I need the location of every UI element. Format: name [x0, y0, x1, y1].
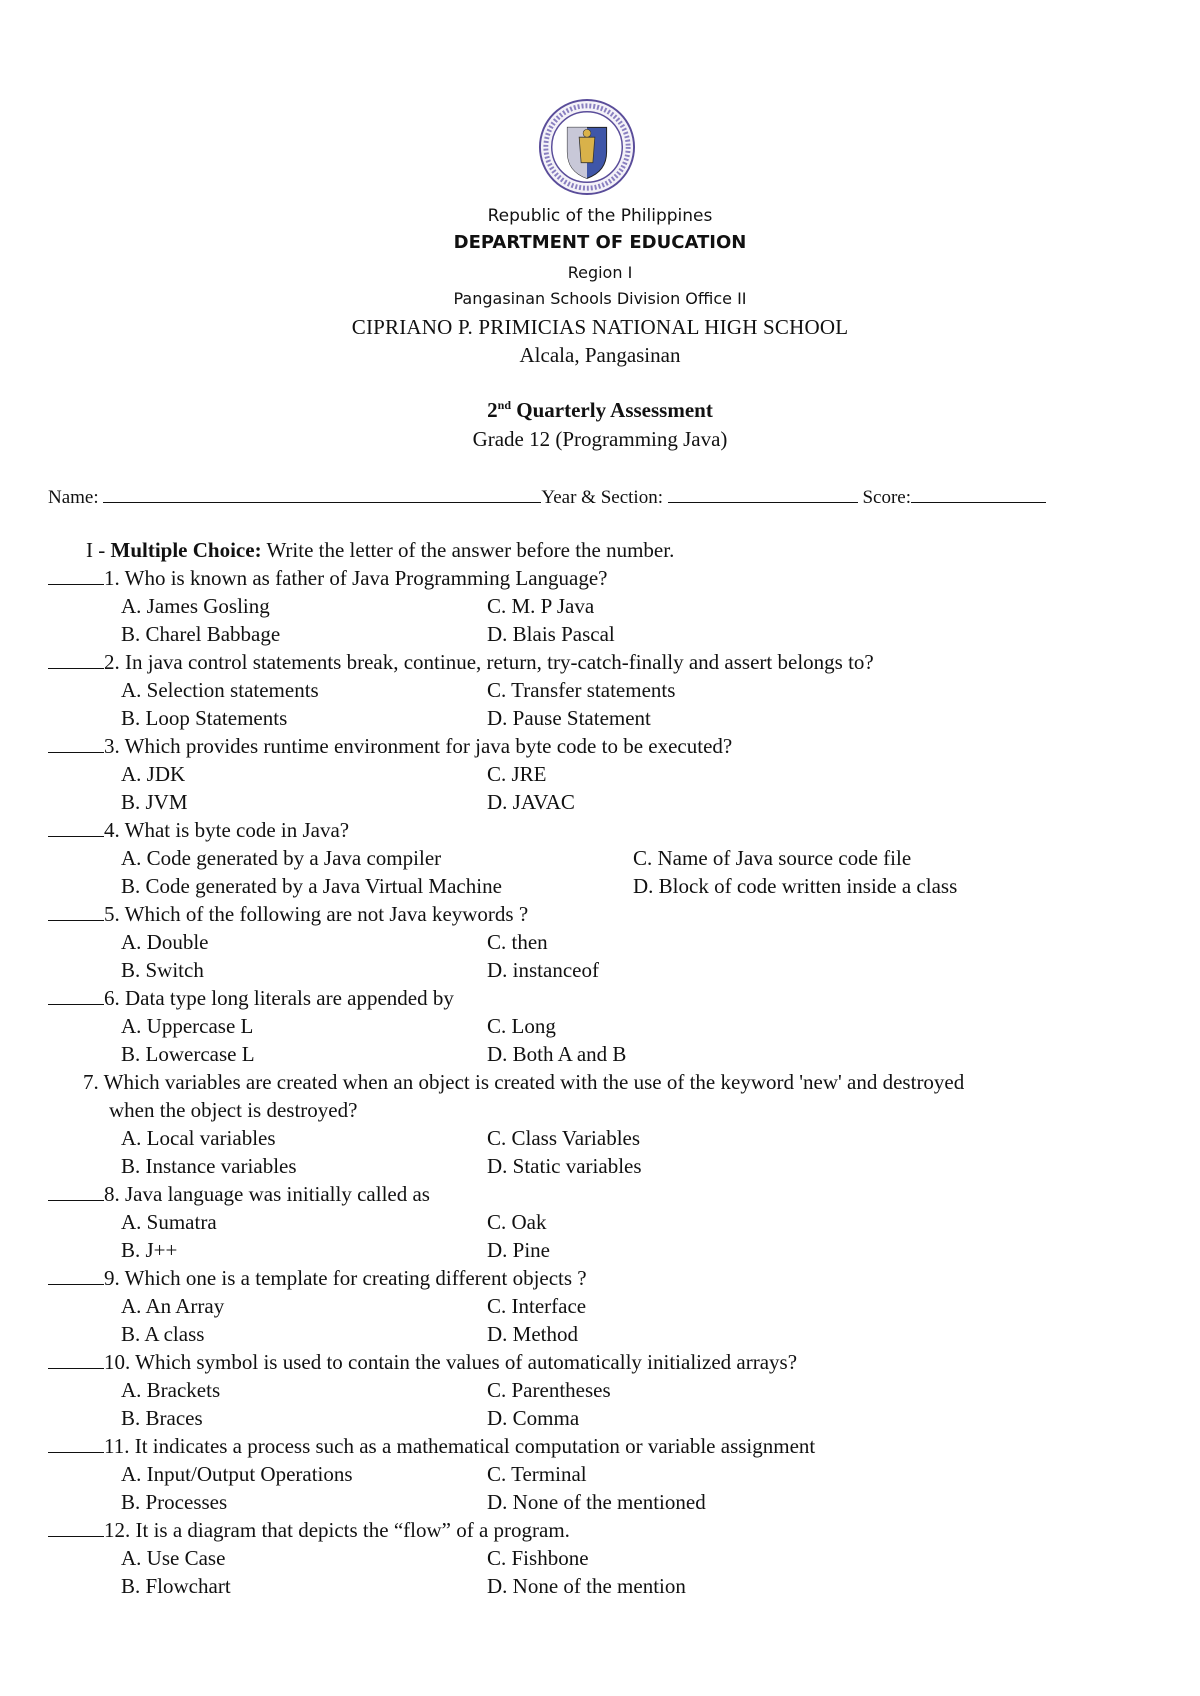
option-d: D. Method: [487, 1322, 578, 1346]
name-label: Name:: [48, 487, 99, 508]
option-a: A. JDK: [121, 762, 186, 786]
question-stem: [48, 650, 874, 675]
question-stem: [48, 566, 607, 591]
section-instruction: Write the letter of the answer before the number.: [266, 538, 675, 562]
option-c: C. Terminal: [487, 1462, 587, 1486]
question-stem: [48, 1434, 815, 1459]
question-stem: [48, 818, 349, 843]
option-c: C. M. P Java: [487, 594, 595, 618]
answer-blank[interactable]: [48, 1182, 104, 1201]
option-a: A. Selection statements: [121, 678, 319, 702]
option-d: D. Comma: [487, 1406, 580, 1430]
question-text-continued: when the object is destroyed?: [109, 1098, 358, 1122]
school-location: Alcala, Pangasinan: [519, 343, 681, 367]
option-c: C. Fishbone: [487, 1546, 589, 1570]
section-field[interactable]: [668, 484, 858, 503]
assessment-title-text: Quarterly Assessment: [516, 398, 713, 422]
option-a: A. Double: [121, 930, 209, 954]
section-label: Year & Section:: [541, 487, 663, 508]
question-stem: [48, 1266, 587, 1291]
option-d: D. Pause Statement: [487, 706, 651, 730]
option-b: B. Switch: [121, 958, 204, 982]
option-c: C. Long: [487, 1014, 556, 1038]
option-a: A. Code generated by a Java compiler: [121, 846, 442, 870]
question-text: 12. It is a diagram that depicts the “flow” of a program.: [104, 1518, 570, 1542]
option-c: C. Parentheses: [487, 1378, 611, 1402]
division-line: Pangasinan Schools Division Office II: [453, 289, 747, 308]
option-b: B. Instance variables: [121, 1154, 297, 1178]
option-a: A. James Gosling: [121, 594, 270, 618]
question-text: 3. Which provides runtime environment for java byte code to be executed?: [104, 734, 733, 758]
section-number: I -: [86, 538, 106, 562]
question-stem: [48, 902, 528, 927]
question-text: 1. Who is known as father of Java Programming Language?: [104, 566, 608, 590]
option-b: B. Lowercase L: [121, 1042, 255, 1066]
answer-blank[interactable]: [48, 986, 104, 1005]
option-a: A. Brackets: [121, 1378, 221, 1402]
grade-subject: Grade 12 (Programming Java): [472, 427, 728, 451]
question-stem: [48, 986, 454, 1011]
department-line: DEPARTMENT OF EDUCATION: [453, 232, 747, 253]
option-a: A. An Array: [121, 1294, 225, 1318]
answer-blank[interactable]: [48, 1266, 104, 1285]
option-a: A. Use Case: [121, 1546, 226, 1570]
option-b: B. Loop Statements: [121, 706, 288, 730]
assessment-suffix: nd: [497, 398, 512, 412]
option-c: C. Class Variables: [487, 1126, 641, 1150]
question-text: 9. Which one is a template for creating different objects ?: [104, 1266, 587, 1290]
answer-blank[interactable]: [48, 1350, 104, 1369]
option-d: D. Both A and B: [487, 1042, 627, 1066]
name-field[interactable]: [103, 484, 541, 503]
section-heading: [86, 538, 674, 563]
assessment-number: 2: [487, 398, 498, 422]
question-text: 8. Java language was initially called as: [104, 1182, 430, 1206]
option-a: A. Sumatra: [121, 1210, 217, 1234]
question-text: 5. Which of the following are not Java keywords ?: [104, 902, 529, 926]
option-a: A. Input/Output Operations: [121, 1462, 353, 1486]
question-stem: [48, 1518, 570, 1543]
option-b: B. A class: [121, 1322, 205, 1346]
option-b: B. Code generated by a Java Virtual Machine: [121, 874, 502, 898]
option-b: B. Charel Babbage: [121, 622, 281, 646]
option-d: D. None of the mention: [487, 1574, 686, 1598]
answer-blank[interactable]: [48, 1518, 104, 1537]
option-c: C. Interface: [487, 1294, 587, 1318]
option-d: D. Static variables: [487, 1154, 642, 1178]
answer-blank[interactable]: [48, 902, 104, 921]
question-text: 7. Which variables are created when an object is created with the use of the keyword 'new' and destroyed: [83, 1070, 965, 1094]
option-c: C. JRE: [487, 762, 547, 786]
answer-blank[interactable]: [48, 1434, 104, 1453]
republic-line: Republic of the Philippines: [487, 206, 713, 226]
assessment-title: [0, 398, 1200, 423]
answer-blank[interactable]: [48, 818, 104, 837]
option-d: D. Block of code written inside a class: [633, 874, 958, 898]
score-field[interactable]: [911, 484, 1046, 503]
option-a: A. Uppercase L: [121, 1014, 254, 1038]
question-stem: [48, 1350, 797, 1375]
option-d: D. instanceof: [487, 958, 599, 982]
option-c: C. Name of Java source code file: [633, 846, 912, 870]
question-stem: [48, 1182, 430, 1207]
option-c: C. Transfer statements: [487, 678, 676, 702]
question-text: 2. In java control statements break, continue, return, try-catch-finally and assert belongs to?: [104, 650, 874, 674]
option-b: B. JVM: [121, 790, 188, 814]
student-info-row: [48, 484, 1046, 509]
deped-seal-icon: [538, 98, 636, 196]
option-d: D. None of the mentioned: [487, 1490, 706, 1514]
option-b: B. Braces: [121, 1406, 203, 1430]
question-stem: [48, 734, 732, 759]
region-line: Region I: [567, 263, 633, 282]
question-text: 6. Data type long literals are appended by: [104, 986, 454, 1010]
option-d: D. Pine: [487, 1238, 550, 1262]
answer-blank[interactable]: [48, 734, 104, 753]
school-name: CIPRIANO P. PRIMICIAS NATIONAL HIGH SCHOOL: [351, 315, 849, 339]
question-text: 10. Which symbol is used to contain the values of automatically initialized arrays?: [104, 1350, 798, 1374]
score-label: Score:: [862, 487, 912, 508]
section-title: Multiple Choice:: [110, 538, 262, 562]
question-text: 11. It indicates a process such as a mathematical computation or variable assignment: [104, 1434, 816, 1458]
option-b: B. J++: [121, 1238, 178, 1262]
option-b: B. Processes: [121, 1490, 228, 1514]
answer-blank[interactable]: [48, 650, 104, 669]
option-c: C. then: [487, 930, 548, 954]
option-d: D. Blais Pascal: [487, 622, 615, 646]
option-a: A. Local variables: [121, 1126, 276, 1150]
option-b: B. Flowchart: [121, 1574, 231, 1598]
option-d: D. JAVAC: [487, 790, 575, 814]
question-text: 4. What is byte code in Java?: [104, 818, 350, 842]
option-c: C. Oak: [487, 1210, 547, 1234]
answer-blank[interactable]: [48, 566, 104, 585]
